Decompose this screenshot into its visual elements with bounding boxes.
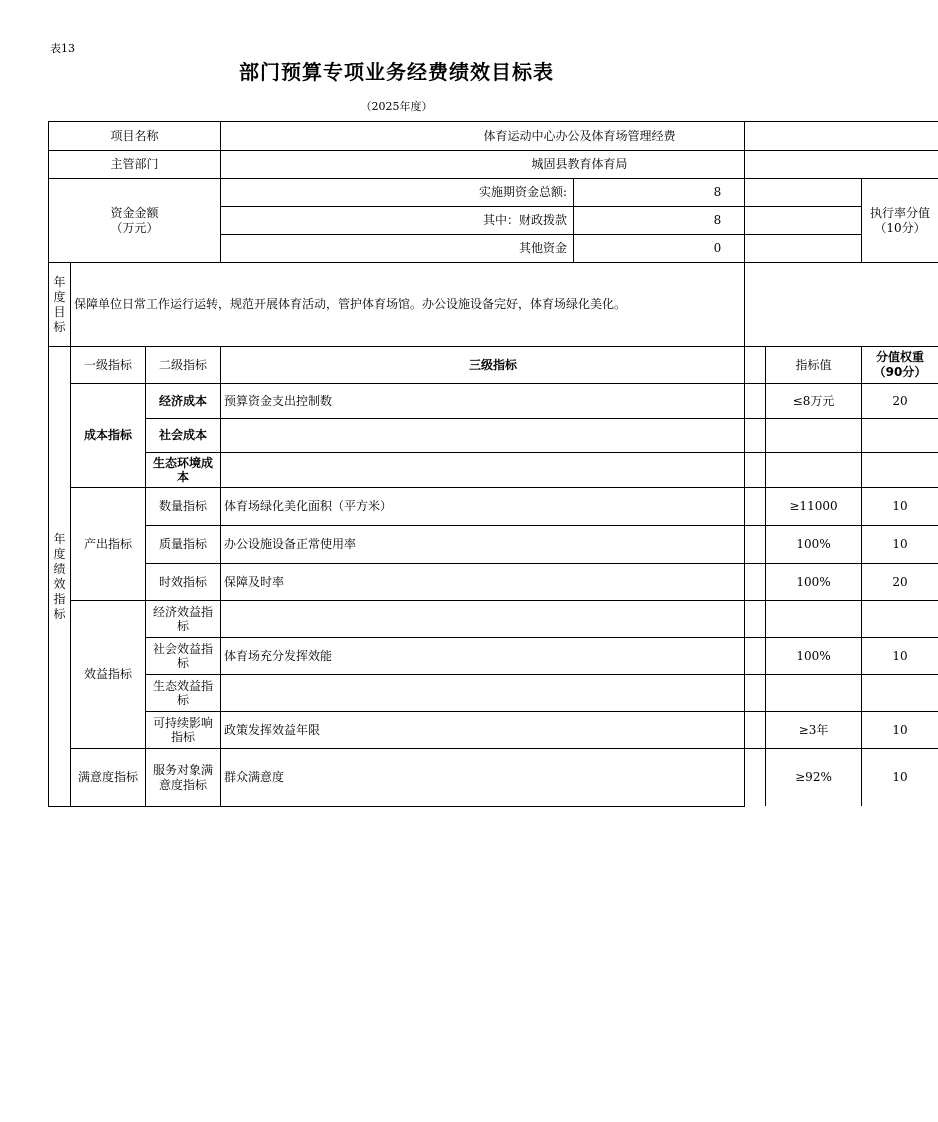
weight-cell: 20 bbox=[861, 563, 938, 600]
dept-label: 主管部门 bbox=[48, 150, 220, 178]
funds-total-label: 实施期资金总额: bbox=[220, 178, 573, 206]
value-cell bbox=[765, 600, 861, 637]
project-name-value: 体育运动中心办公及体育场管理经费 bbox=[220, 121, 938, 150]
funds-fiscal-label: 其中：财政拨款 bbox=[220, 206, 573, 234]
value-cell: 100% bbox=[765, 563, 861, 600]
level3-cell: 预算资金支出控制数 bbox=[220, 383, 765, 418]
level2-cell: 服务对象满意度指标 bbox=[145, 748, 220, 806]
funds-other-value: 0 bbox=[573, 234, 861, 262]
level3-cell bbox=[220, 418, 765, 452]
annual-goal-text: 保障单位日常工作运行运转，规范开展体育活动，管护体育场馆。办公设施设备完好，体育场绿化美化。 bbox=[70, 262, 938, 346]
weight-cell: 10 bbox=[861, 748, 938, 806]
weight-cell: 10 bbox=[861, 487, 938, 525]
level3-cell: 群众满意度 bbox=[220, 748, 765, 806]
side-label-char: 标 bbox=[53, 606, 66, 621]
weight-cell: 20 bbox=[861, 383, 938, 418]
side-label-char: 年 bbox=[53, 531, 66, 546]
group-cost: 成本指标 bbox=[70, 383, 145, 487]
funds-fiscal-value: 8 bbox=[573, 206, 861, 234]
side-label-char: 效 bbox=[53, 576, 66, 591]
header-weight bbox=[861, 346, 938, 383]
funds-total-value: 8 bbox=[573, 178, 861, 206]
level3-cell: 办公设施设备正常使用率 bbox=[220, 525, 765, 563]
group-satisfaction: 满意度指标 bbox=[70, 748, 145, 806]
side-label-char: 度 bbox=[53, 546, 66, 561]
execution-rate-line1: 执行率分值 bbox=[869, 205, 930, 220]
level3-cell bbox=[220, 674, 765, 711]
weight-cell: 10 bbox=[861, 525, 938, 563]
level2-cell: 数量指标 bbox=[145, 487, 220, 525]
group-output: 产出指标 bbox=[70, 487, 145, 600]
header-value: 指标值 bbox=[765, 346, 861, 383]
value-cell bbox=[765, 674, 861, 711]
funds-label-line2: （万元） bbox=[110, 220, 159, 235]
goal-label-char: 度 bbox=[53, 289, 66, 304]
indicators-side-label bbox=[48, 346, 70, 806]
annual-goal-label bbox=[48, 262, 70, 346]
level2-cell: 经济成本 bbox=[145, 383, 220, 418]
header-level1: 一级指标 bbox=[70, 346, 145, 383]
weight-cell: 10 bbox=[861, 637, 938, 674]
level2-cell: 社会成本 bbox=[145, 418, 220, 452]
weight-cell bbox=[861, 674, 938, 711]
value-cell bbox=[765, 418, 861, 452]
header-level2: 二级指标 bbox=[145, 346, 220, 383]
group-benefit: 效益指标 bbox=[70, 600, 145, 748]
value-cell: ≥92% bbox=[765, 748, 861, 806]
header-weight-line1: 分值权重 bbox=[875, 350, 924, 364]
level2-cell: 社会效益指标 bbox=[145, 637, 220, 674]
dept-value: 城固县教育体育局 bbox=[220, 150, 938, 178]
level3-cell bbox=[220, 600, 765, 637]
level3-cell bbox=[220, 452, 765, 487]
side-label-char: 绩 bbox=[53, 561, 66, 576]
level2-cell: 生态效益指标 bbox=[145, 674, 220, 711]
goal-label-char: 年 bbox=[53, 274, 66, 289]
execution-rate-label bbox=[861, 178, 938, 262]
funds-label bbox=[48, 178, 220, 262]
value-cell bbox=[765, 452, 861, 487]
level2-cell: 时效指标 bbox=[145, 563, 220, 600]
funds-other-label: 其他资金 bbox=[220, 234, 573, 262]
level3-cell: 体育场充分发挥效能 bbox=[220, 637, 765, 674]
header-level3: 三级指标 bbox=[220, 346, 765, 383]
table-number: 表13 bbox=[50, 42, 75, 55]
level2-cell: 经济效益指标 bbox=[145, 600, 220, 637]
weight-cell bbox=[861, 452, 938, 487]
performance-table bbox=[48, 121, 930, 807]
goal-label-char: 标 bbox=[53, 319, 66, 334]
weight-cell bbox=[861, 418, 938, 452]
weight-cell: 10 bbox=[861, 711, 938, 748]
value-cell: 100% bbox=[765, 637, 861, 674]
level3-cell: 体育场绿化美化面积（平方米） bbox=[220, 487, 765, 525]
year-label: （2025年度） bbox=[360, 100, 433, 113]
goal-label-char: 目 bbox=[53, 304, 66, 319]
side-label-char: 指 bbox=[53, 591, 66, 606]
level2-cell: 可持续影响指标 bbox=[145, 711, 220, 748]
value-cell: ≤8万元 bbox=[765, 383, 861, 418]
funds-label-line1: 资金金额 bbox=[110, 205, 159, 220]
level2-cell: 生态环境成本 bbox=[145, 452, 220, 487]
header-weight-line2: （90分） bbox=[873, 365, 927, 379]
project-name-label: 项目名称 bbox=[48, 121, 220, 150]
weight-cell bbox=[861, 600, 938, 637]
value-cell: ≥3年 bbox=[765, 711, 861, 748]
level3-cell: 政策发挥效益年限 bbox=[220, 711, 765, 748]
page-title: 部门预算专项业务经费绩效目标表 bbox=[239, 60, 554, 84]
level2-cell: 质量指标 bbox=[145, 525, 220, 563]
value-cell: ≥11000 bbox=[765, 487, 861, 525]
value-cell: 100% bbox=[765, 525, 861, 563]
level3-cell: 保障及时率 bbox=[220, 563, 765, 600]
execution-rate-line2: （10分） bbox=[874, 220, 926, 235]
